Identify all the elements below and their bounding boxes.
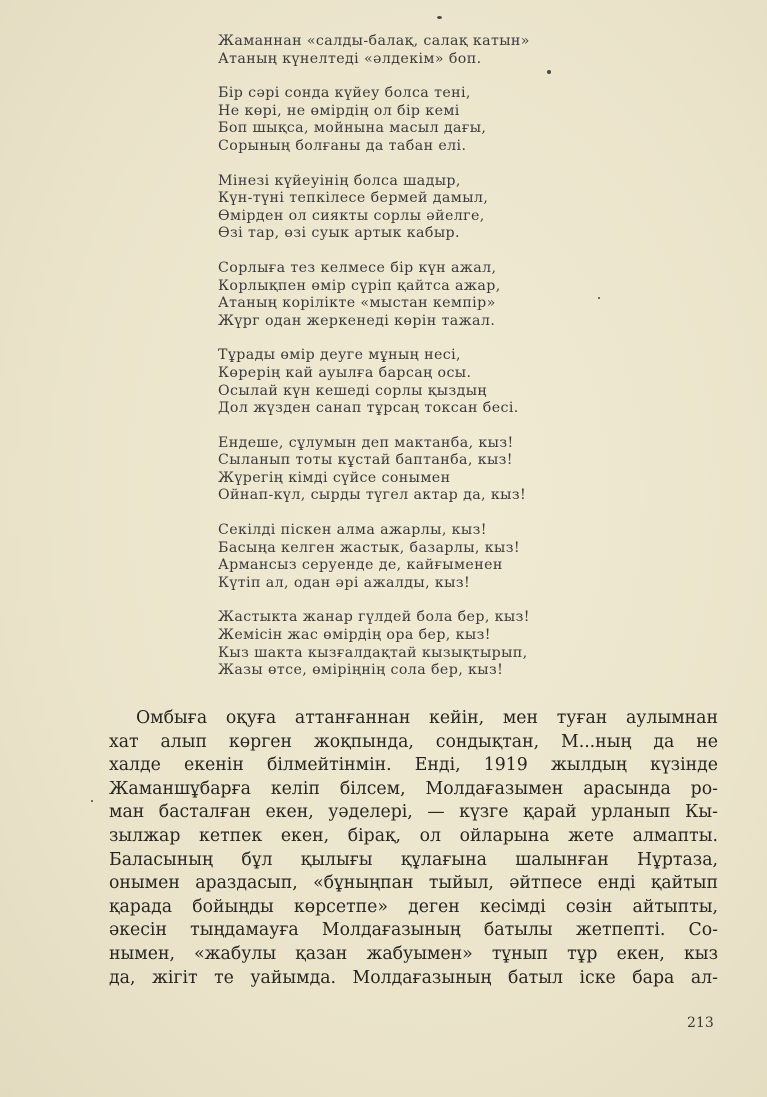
poem-line: Кыз шакта кызғалдақтай кызықтырып, [218,644,528,661]
poem-line: Өмірден ол сиякты сорлы әйелге, [218,207,485,224]
poem-line: Тұрады өмір деуге мұның несі, [218,347,461,364]
poem-line: Көрерің кай ауылға барсаң осы. [218,364,472,381]
prose-line: Жаманшұбарға келіп білсем, Молдағазымен арасында ро- [109,778,718,799]
poem-line: Жаманнан «салды-балақ, салақ катын» [218,33,530,49]
prose-line: Омбыға оқуға аттанғаннан кейін, мен туған аулымнан [136,708,718,728]
poem-line: Ендеше, сұлумын деп мактанба, кыз! [218,434,514,451]
prose-line: да, жігіт те уайымда. Молдағазының батыл іске бара ал- [109,967,718,988]
prose-line: әкесін тыңдамауға Молдағазының батылы жетпепті. Со- [109,920,718,941]
prose-line: қарада бойыңды көрсетпе» деген кесімді сөзін айтыпты, [109,896,718,917]
poem-line: Корлықпен өмір сүріп қайтса ажар, [218,277,501,294]
prose-paragraph [109,707,718,990]
poem-line: Бір сәрі сонда күйеу болса тені, [218,85,471,102]
poem-line: Басыңа келген жастык, базарлы, кыз! [218,539,520,556]
page-number: 213 [687,1015,714,1031]
poem-line: Атаның корілікте «мыстан кемпір» [218,295,496,312]
prose-line: халде екенін білмейтінмін. Енді, 1919 жылдың күзінде [109,755,718,776]
poem-line: Сорының болғаны да табан елі. [218,137,467,154]
poem-stanza [218,609,658,679]
poem-line: Дол жүзден санап тұрсаң токсан бесі. [218,400,519,417]
print-speck [437,16,442,19]
poem-line: Секілді піскен алма ажарлы, кыз! [218,522,487,539]
poem-block [218,33,658,697]
prose-line: онымен араздасып, «бұныңпан тыйыл, әйтпесе енді қайтып [109,873,718,894]
poem-line: Ойнап-күл, сырды түгел актар да, кыз! [218,487,527,504]
poem-line: Күтіп ал, одан әрі ажалды, кыз! [218,574,471,591]
prose-line: Баласының бұл қылығы құлағына шалынған Нұртаза, [109,849,718,870]
prose-line: ман басталған екен, уәделері, — күзге қарай урланып Кы- [109,802,718,823]
poem-line: Сыланып тоты кұстай баптанба, кыз! [218,452,513,469]
poem-line: Жүрг одан жеркенеді көрін тажал. [218,312,496,329]
poem-line: Жемісін жас өмірдің ора бер, кыз! [218,627,491,644]
poem-line: Осылай күн кешеді сорлы қыздың [218,382,487,399]
poem-stanza [218,435,658,505]
poem-line: Армансыз серуенде де, кайғыменен [218,557,503,574]
poem-line: Боп шықса, мойнына масыл дағы, [218,120,487,137]
poem-line: Жазы өтсе, өміріңнің сола бер, кыз! [218,662,504,679]
poem-line: Сорлыға тез келмесе бір күн ажал, [218,259,497,276]
poem-stanza [218,347,658,417]
poem-line: Жастыкта жанар гүлдей бола бер, кыз! [218,609,530,626]
print-speck [91,800,93,802]
poem-stanza [218,85,658,155]
prose-line: зылжар кетпек екен, бірақ, ол ойларына жете алмапты. [109,825,718,846]
poem-stanza [218,173,658,243]
poem-line: Атаның күнелтеді «әлдекім» боп. [218,50,482,67]
poem-line: Не көрі, не өмірдің ол бір кемі [218,102,460,119]
poem-line: Жүрегің кімді сүйсе сонымен [218,469,451,486]
prose-line: нымен, «жабулы қазан жабуымен» тұнып тұр екен, кыз [109,943,718,964]
prose-line: хат алып көрген жоқпында, сондықтан, М...ның да не [109,731,718,752]
poem-stanza [218,33,658,68]
poem-line: Күн-түні тепкілесе бермей дамыл, [218,190,489,207]
poem-line: Мінезі күйеуінің болса шадыр, [218,172,461,189]
poem-stanza [218,522,658,592]
poem-stanza [218,260,658,330]
poem-line: Өзі тар, өзі суык артык кабыр. [218,225,460,242]
